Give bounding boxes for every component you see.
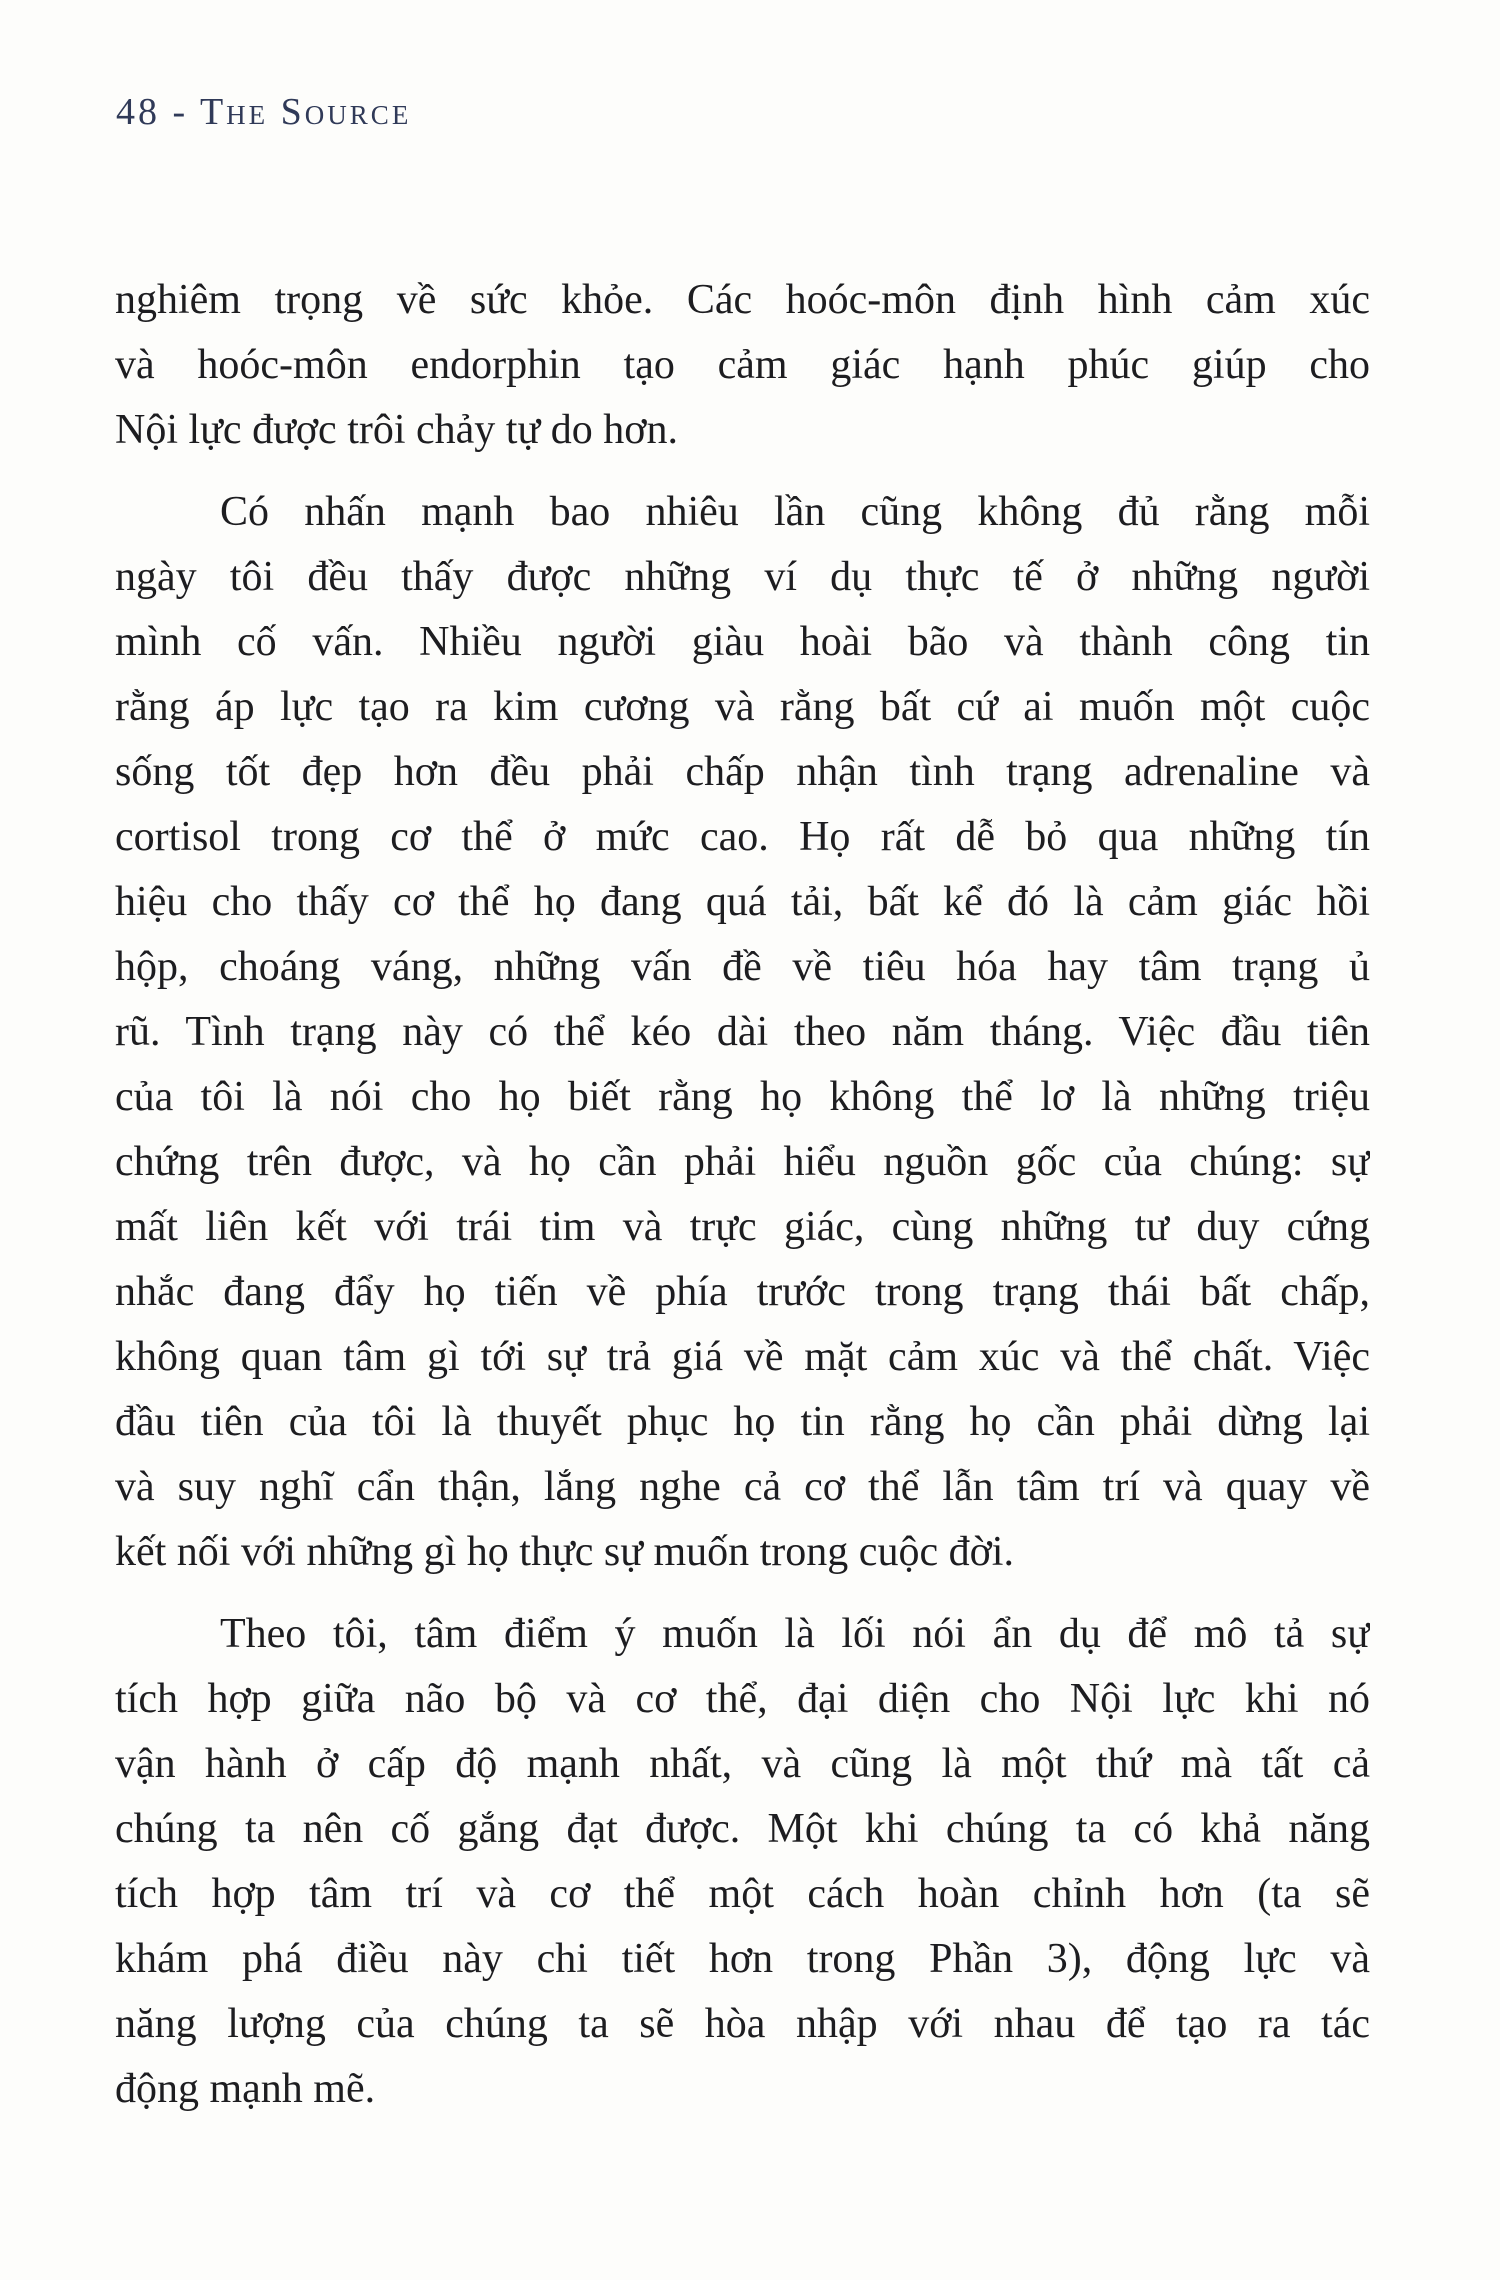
paragraph bbox=[115, 268, 1370, 463]
text-line: của tôi là nói cho họ biết rằng họ không thể lơ là những triệu bbox=[115, 1074, 1370, 1120]
text-line: động mạnh mẽ. bbox=[115, 2066, 376, 2112]
text-line: Có nhấn mạnh bao nhiêu lần cũng không đủ rằng mỗi bbox=[220, 489, 1370, 535]
text-line: khám phá điều này chi tiết hơn trong Phần 3), động lực và bbox=[115, 1936, 1370, 1982]
text-line: Theo tôi, tâm điểm ý muốn là lối nói ẩn dụ để mô tả sự bbox=[220, 1611, 1370, 1657]
text-line: mất liên kết với trái tim và trực giác, cùng những tư duy cứng bbox=[115, 1204, 1370, 1250]
text-line: chứng trên được, và họ cần phải hiểu nguồn gốc của chúng: sự bbox=[115, 1139, 1370, 1185]
text-line: rằng áp lực tạo ra kim cương và rằng bất cứ ai muốn một cuộc bbox=[115, 684, 1370, 730]
text-line: không quan tâm gì tới sự trả giá về mặt cảm xúc và thể chất. Việc bbox=[115, 1334, 1370, 1380]
text-line: đầu tiên của tôi là thuyết phục họ tin rằng họ cần phải dừng lại bbox=[115, 1399, 1370, 1445]
text-line: nhắc đang đẩy họ tiến về phía trước trong trạng thái bất chấp, bbox=[115, 1269, 1370, 1315]
text-line: mình cố vấn. Nhiều người giàu hoài bão và thành công tin bbox=[115, 619, 1370, 665]
text-line: tích hợp tâm trí và cơ thể một cách hoàn chỉnh hơn (ta sẽ bbox=[115, 1871, 1370, 1917]
paragraph bbox=[115, 1602, 1370, 2122]
running-header: 48 - The Source bbox=[116, 91, 412, 133]
text-line: hiệu cho thấy cơ thể họ đang quá tải, bất kể đó là cảm giác hồi bbox=[115, 879, 1370, 925]
paragraph bbox=[115, 480, 1370, 1585]
text-line: và hoóc-môn endorphin tạo cảm giác hạnh phúc giúp cho bbox=[115, 342, 1370, 388]
text-line: chúng ta nên cố gắng đạt được. Một khi chúng ta có khả năng bbox=[115, 1806, 1370, 1852]
text-line: vận hành ở cấp độ mạnh nhất, và cũng là một thứ mà tất cả bbox=[115, 1741, 1370, 1787]
text-line: rũ. Tình trạng này có thể kéo dài theo năm tháng. Việc đầu tiên bbox=[115, 1009, 1370, 1055]
text-line: ngày tôi đều thấy được những ví dụ thực tế ở những người bbox=[115, 554, 1370, 600]
text-line: cortisol trong cơ thể ở mức cao. Họ rất dễ bỏ qua những tín bbox=[115, 814, 1370, 860]
text-line: tích hợp giữa não bộ và cơ thể, đại diện cho Nội lực khi nó bbox=[115, 1676, 1370, 1722]
text-line: nghiêm trọng về sức khỏe. Các hoóc-môn định hình cảm xúc bbox=[115, 277, 1370, 323]
page-body bbox=[115, 268, 1370, 2122]
text-line: năng lượng của chúng ta sẽ hòa nhập với nhau để tạo ra tác bbox=[115, 2001, 1370, 2047]
text-line: Nội lực được trôi chảy tự do hơn. bbox=[115, 407, 678, 453]
text-line: hộp, choáng váng, những vấn đề về tiêu hóa hay tâm trạng ủ bbox=[115, 944, 1370, 990]
text-line: và suy nghĩ cẩn thận, lắng nghe cả cơ thể lẫn tâm trí và quay về bbox=[115, 1464, 1370, 1510]
text-line: kết nối với những gì họ thực sự muốn trong cuộc đời. bbox=[115, 1529, 1014, 1575]
text-line: sống tốt đẹp hơn đều phải chấp nhận tình trạng adrenaline và bbox=[115, 749, 1370, 795]
